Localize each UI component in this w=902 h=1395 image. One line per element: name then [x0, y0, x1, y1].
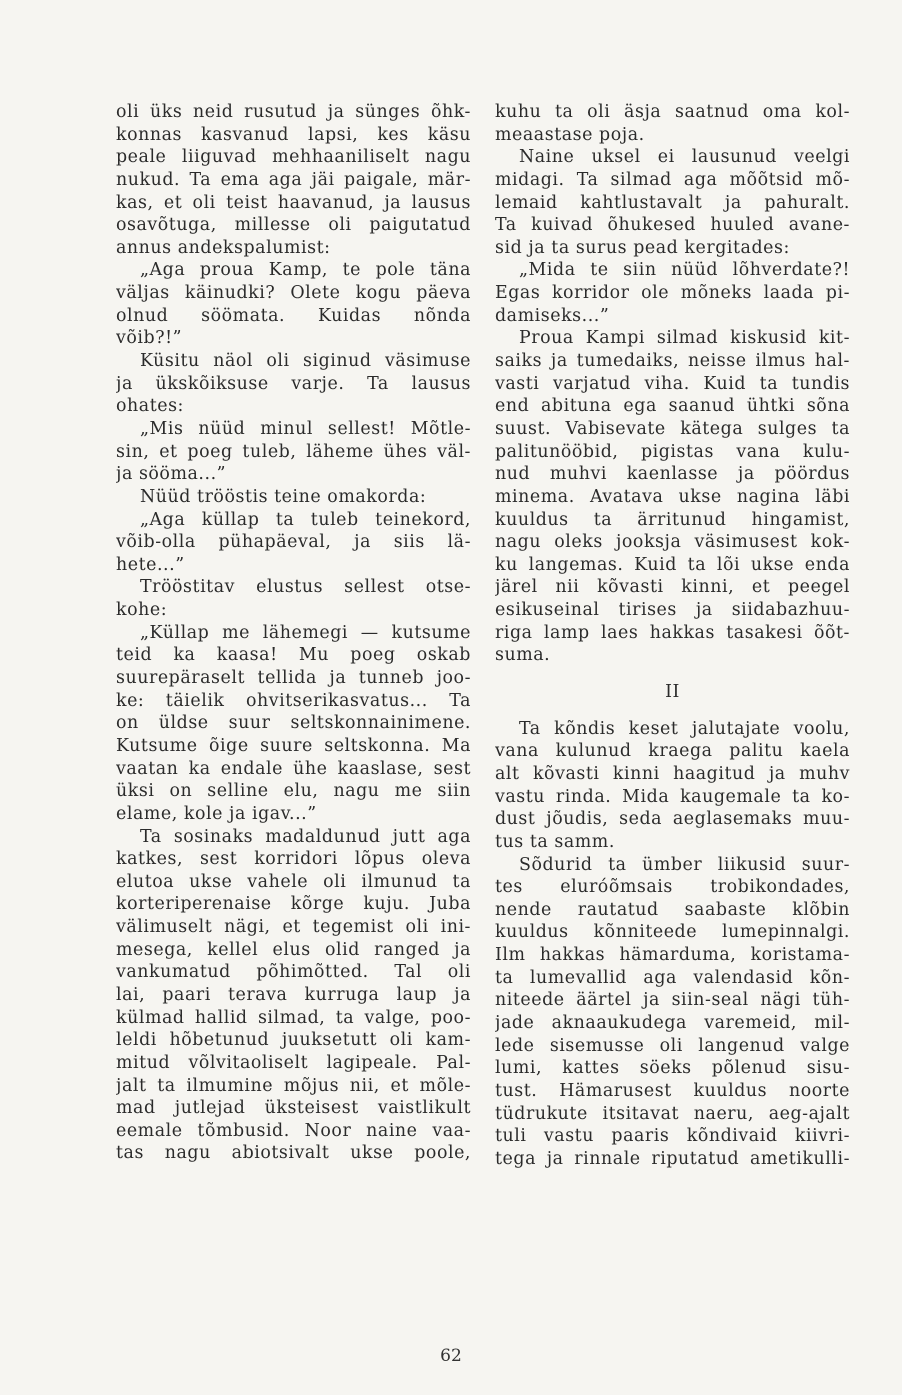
text-line: Küsitu näol oli siginud väsimuse	[140, 351, 471, 372]
text-line: võib?!”	[116, 328, 183, 349]
text-line: „Aga küllap ta tuleb teinekord,	[140, 509, 471, 530]
text-line: ja ükskõiksuse varje. Ta lausus	[116, 373, 471, 394]
text-line: ku langemas. Kuid ta lõi ukse enda	[495, 554, 850, 575]
section-gap-top	[495, 667, 850, 681]
text-line: järel nii kõvasti kinni, et peegel	[495, 577, 850, 598]
text-line: suurepäraselt tellida ja tunneb joo-	[116, 668, 471, 689]
text-line: jade aknaaukudega varemeid, mil-	[495, 1012, 850, 1033]
text-line: vaatan ka endale ühe kaaslase, sest	[116, 758, 471, 779]
text-line: hete...”	[116, 554, 185, 575]
text-line: teid ka kaasa! Mu poeg oskab	[116, 645, 471, 666]
text-line: tas nagu abiotsivalt ukse poole,	[116, 1143, 471, 1164]
text-line: nagu oleks jooksja väsimusest kok-	[495, 532, 850, 553]
text-line: väljas käinudki? Olete kogu päeva	[116, 283, 471, 304]
text-line: katkes, sest korridori lõpus oleva	[116, 849, 471, 870]
text-line: „Mis nüüd minul sellest! Mõtle-	[140, 418, 471, 439]
text-line: elutoa ukse vahele oli ilmunud ta	[116, 871, 471, 892]
text-line: tuli vastu paaris kõndivaid kiivri-	[495, 1126, 850, 1147]
text-line: tüdrukute itsitavat naeru, aeg-ajalt	[495, 1103, 850, 1124]
text-line: välimuselt nägi, et tegemist oli ini-	[116, 917, 471, 938]
left-text-column	[116, 101, 471, 1165]
text-line: Egas korridor ole mõneks laada pi-	[495, 283, 850, 304]
text-line: oli üks neid rusutud ja sünges õhk-	[116, 102, 471, 122]
text-line: Ta kõndis keset jalutajate voolu,	[519, 718, 850, 739]
text-line: vasti varjatud viha. Kuid ta tundis	[495, 373, 850, 394]
text-line: lumi, kattes söeks põlenud sisu-	[495, 1058, 850, 1079]
text-line: sid ja ta surus pead kergitades:	[495, 237, 790, 258]
text-line: kohe:	[116, 600, 168, 621]
text-line: tes eluróõmsais trobikondades,	[495, 877, 850, 898]
text-line: niteede äärtel ja siin-seal nägi tüh-	[495, 990, 850, 1011]
text-line: saiks ja tumedaiks, neisse ilmus hal-	[495, 351, 850, 372]
text-line: riga lamp laes hakkas tasakesi õõt-	[495, 622, 850, 643]
text-line: konnas kasvanud lapsi, kes käsu	[116, 124, 471, 145]
text-line: mad jutlejad üksteisest vaistlikult	[116, 1098, 471, 1119]
text-line: dust jõudis, seda aeglasemaks muu-	[495, 809, 850, 830]
text-line: leldi hõbetunud juuksetutt oli kam-	[116, 1030, 471, 1051]
text-line: lemaid kahtlustavalt ja pahuralt.	[495, 192, 850, 213]
section-heading: II	[665, 682, 680, 703]
text-line: ta lumevallid aga valendasid kõn-	[495, 967, 850, 988]
text-line: ohates:	[116, 396, 184, 417]
text-line: sin, et poeg tuleb, läheme ühes väl-	[116, 441, 471, 462]
text-line: ja sööma...”	[116, 464, 227, 485]
text-line: tega ja rinnale riputatud ametikulli-	[495, 1148, 850, 1169]
text-line: ke: täielik ohvitserikasvatus... Ta	[116, 690, 471, 711]
text-line: nud muhvi kaenlasse ja pöördus	[495, 464, 850, 485]
text-line: on üldse suur seltskonnainimene.	[116, 713, 471, 734]
text-line: mitud võlvitaoliselt lagipeale. Pal-	[116, 1052, 471, 1073]
text-line: alt kõvasti kinni haagitud ja muhv	[495, 763, 850, 784]
text-line: peale liiguvad mehhaaniliselt nagu	[116, 147, 471, 168]
text-line: Ta kuivad õhukesed huuled avane-	[495, 215, 850, 236]
text-line: Sõdurid ta ümber liikusid suur-	[519, 854, 850, 875]
text-line: vastu rinda. Mida kaugemale ta ko-	[495, 786, 850, 807]
text-line: korteriperenaise kõrge kuju. Juba	[116, 894, 471, 915]
text-line: vankumatud põhimõtted. Tal oli	[116, 962, 471, 983]
text-line: midagi. Ta silmad aga mõõtsid mõ-	[495, 169, 850, 190]
text-line: külmad hallid silmad, ta valge, poo-	[116, 1007, 471, 1028]
text-line: tus ta samm.	[495, 831, 615, 852]
text-line: suma.	[495, 645, 551, 666]
text-line: jalt ta ilmumine mõjus nii, et mõle-	[116, 1075, 471, 1096]
text-line: lai, paari terava kurruga laup ja	[116, 984, 471, 1005]
text-line: üksi on selline elu, nagu me siin	[116, 781, 471, 802]
text-line: osavõtuga, millesse oli paigutatud	[116, 215, 471, 236]
text-line: kuhu ta oli äsja saatnud oma kol-	[495, 102, 850, 122]
text-line: minema. Avatava ukse nagina läbi	[495, 486, 850, 507]
text-line: suust. Vabisevate kätega sulges ta	[495, 418, 850, 439]
text-line: mesega, kellel elus olid ranged ja	[116, 939, 471, 960]
text-line: meaastase poja.	[495, 124, 645, 145]
text-line: elame, kole ja igav...”	[116, 803, 317, 824]
text-line: palitunööbid, pigistas vana kulu-	[495, 441, 850, 462]
text-line: „Küllap me lähemegi — kutsume	[140, 622, 471, 643]
text-line: eemale tõmbusid. Noor naine vaa-	[116, 1120, 471, 1141]
text-line: „Mida te siin nüüd lõhverdate?!	[519, 260, 850, 281]
text-line: Ilm hakkas hämarduma, koristama-	[495, 945, 850, 966]
text-line: esikuseinal tirises ja siidabazhuu-	[495, 600, 850, 621]
text-line: end abituna ega saanud ühtki sõna	[495, 396, 850, 417]
right-column-part-a	[495, 101, 850, 667]
text-line: Naine uksel ei lausunud veelgi	[519, 147, 850, 168]
text-line: annus andekspalumist:	[116, 237, 331, 258]
text-line: lede sisemusse oli langenud valge	[495, 1035, 850, 1056]
right-text-column	[495, 101, 850, 1170]
text-line: Trööstitav elustus sellest otse-	[140, 577, 471, 598]
section-gap-bottom	[495, 704, 850, 718]
text-line: Nüüd trööstis teine omakorda:	[140, 486, 427, 507]
text-line: nende rautatud saabaste klõbin	[495, 899, 850, 920]
text-line: võib-olla pühapäeval, ja siis lä-	[116, 532, 471, 553]
text-line: Proua Kampi silmad kiskusid kit-	[519, 328, 850, 349]
text-line: Kutsume õige suure seltskonna. Ma	[116, 735, 471, 756]
right-column-part-b	[495, 718, 850, 1171]
text-line: olnud söömata. Kuidas nõnda	[116, 305, 471, 326]
text-line: kas, et oli teist haavanud, ja lausus	[116, 192, 471, 213]
text-line: kuuldus ta ärritunud hingamist,	[495, 509, 850, 530]
text-line: tust. Hämarusest kuuldus noorte	[495, 1080, 850, 1101]
text-line: kuuldus kõnniteede lumepinnalgi.	[495, 922, 850, 943]
text-line: vana kulunud kraega palitu kaela	[495, 741, 850, 762]
text-line: nukud. Ta ema aga jäi paigale, mär-	[116, 169, 471, 190]
text-line: Ta sosinaks madaldunud jutt aga	[140, 826, 471, 847]
text-line: „Aga proua Kamp, te pole täna	[140, 260, 471, 281]
text-line: damiseks...”	[495, 305, 610, 326]
page-number: 62	[440, 1346, 462, 1366]
